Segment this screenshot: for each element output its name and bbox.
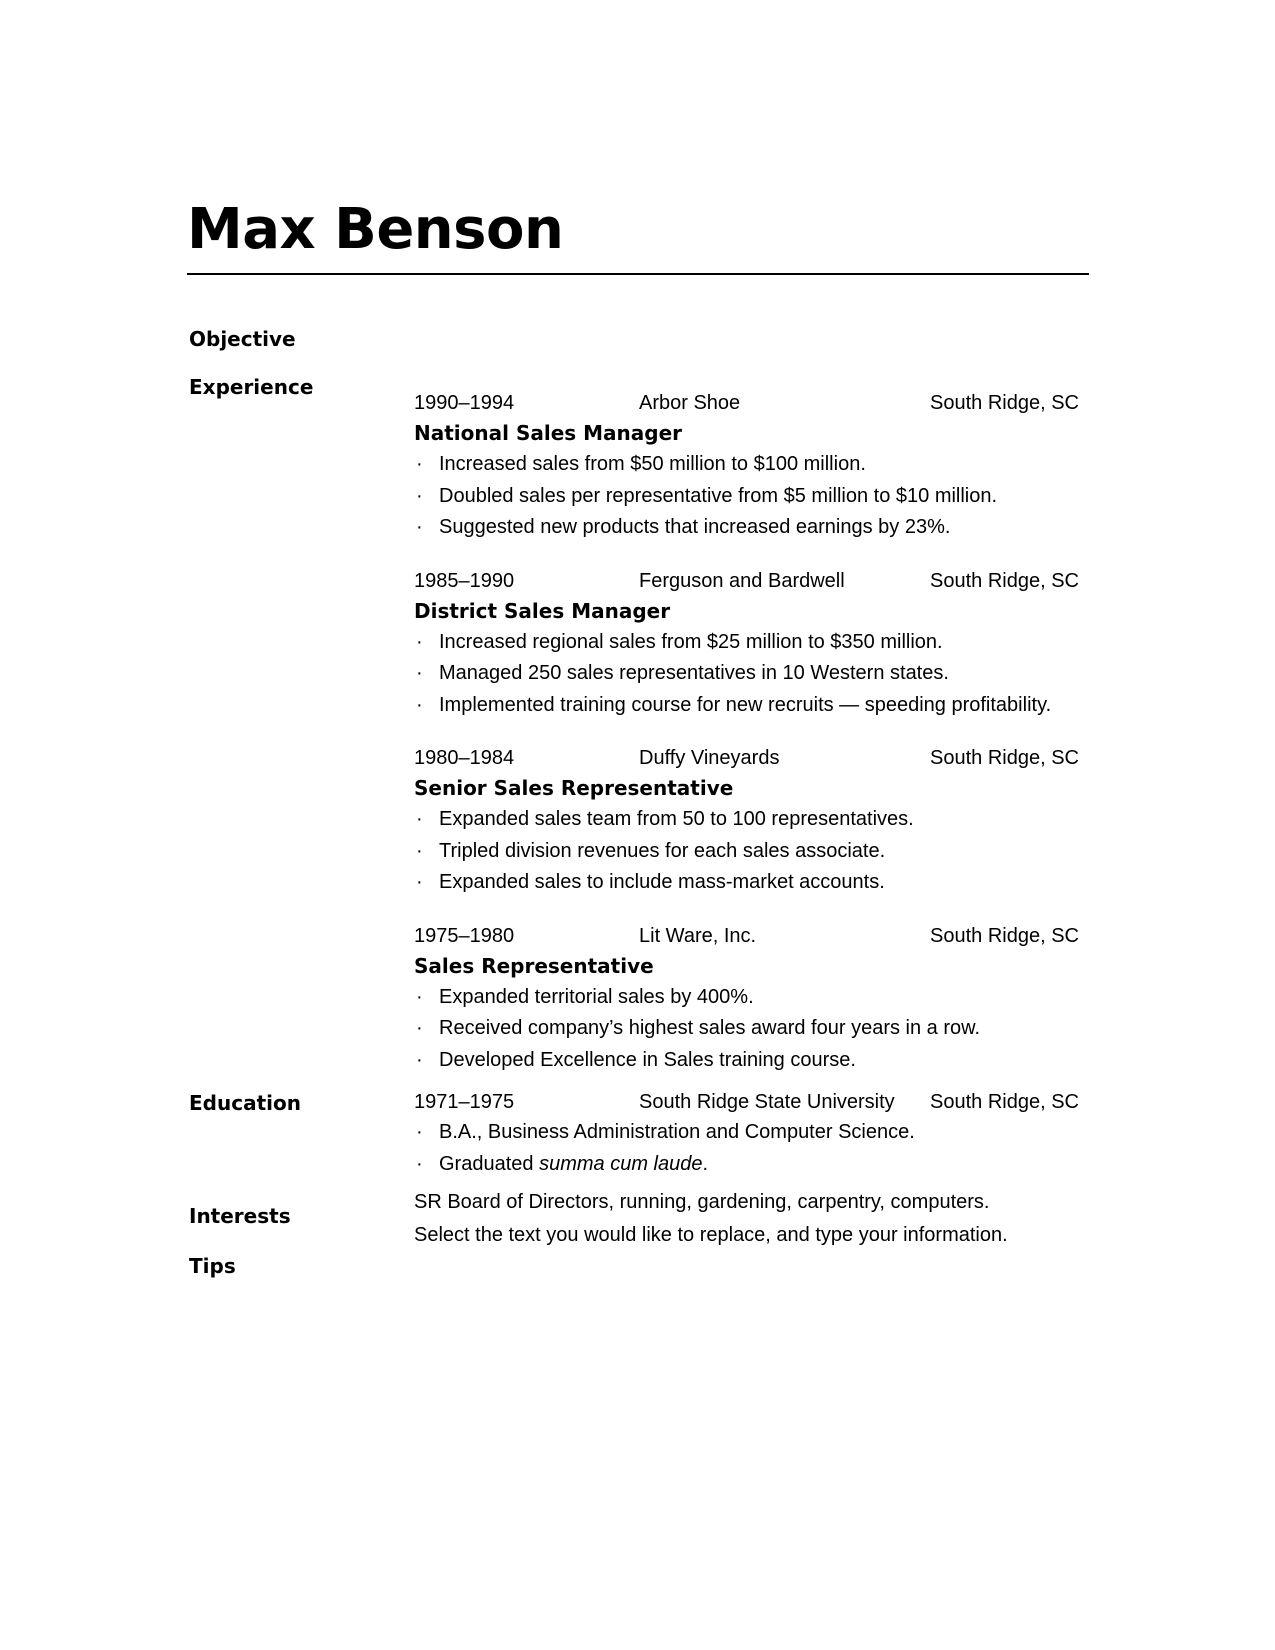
education-honors-suffix: . (702, 1152, 709, 1175)
bullet-dot-icon: · (416, 516, 423, 538)
job-company: Duffy Vineyards (639, 747, 780, 769)
education-honors-prefix: Graduated (439, 1152, 540, 1175)
bullet-dot-icon: · (416, 484, 423, 507)
resume-name: Max Benson (187, 197, 564, 262)
bullet-dot-icon: · (416, 693, 423, 716)
experience-section (414, 388, 1094, 1098)
job-meta (414, 566, 1094, 596)
bullet-item (414, 1149, 1094, 1181)
bullet-item: · Doubled sales per representative from $5 million to $10 million. (414, 481, 1094, 513)
interests-text: SR Board of Directors, running, gardening, carpentry, computers. (414, 1191, 990, 1213)
bullet-item: · Developed Excellence in Sales training course. (414, 1045, 1094, 1077)
job-location: South Ridge, SC (930, 392, 1079, 414)
education-bullets (414, 1117, 1094, 1180)
section-label-experience: Experience (189, 375, 314, 399)
job-location: South Ridge, SC (930, 747, 1079, 769)
bullet-item: · Managed 250 sales representatives in 10 Western states. (414, 658, 1094, 690)
section-label-tips: Tips (189, 1254, 236, 1278)
bullet-dot-icon: · (416, 1048, 423, 1071)
job-years: 1975–1980 (414, 924, 515, 947)
education-honors: summa cum laude (539, 1152, 703, 1175)
bullet-dot-icon: · (416, 839, 423, 862)
education-school: South Ridge State University (639, 1091, 895, 1113)
job-entry (414, 566, 1094, 722)
bullet-dot-icon: · (416, 871, 423, 893)
title-rule (187, 273, 1089, 275)
bullet-item (414, 1117, 1094, 1149)
education-meta (414, 1087, 1094, 1117)
job-company: Ferguson and Bardwell (639, 569, 845, 592)
job-meta (414, 921, 1094, 951)
job-years: 1980–1984 (414, 747, 515, 769)
bullet-item: · Suggested new products that increased earnings by 23%. (414, 512, 1094, 544)
bullet-item: · Expanded sales to include mass-market accounts. (414, 867, 1094, 899)
bullet-dot-icon: · (416, 1121, 423, 1143)
bullet-item: · Increased sales from $50 million to $100 million. (414, 449, 1094, 481)
bullet-dot-icon: · (416, 808, 423, 830)
job-entry (414, 388, 1094, 544)
bullet-item: · Tripled division revenues for each sales associate. (414, 836, 1094, 868)
job-meta (414, 743, 1094, 773)
job-bullets (414, 449, 1094, 544)
job-title: Senior Sales Representative (414, 776, 734, 800)
job-bullets (414, 804, 1094, 899)
job-years: 1985–1990 (414, 569, 515, 592)
education-location: South Ridge, SC (930, 1091, 1079, 1113)
section-label-education: Education (189, 1091, 301, 1115)
job-title: Sales Representative (414, 953, 654, 978)
section-label-objective: Objective (189, 327, 296, 351)
interests-section (414, 1186, 1094, 1251)
job-bullets (414, 982, 1094, 1077)
job-entry (414, 743, 1094, 899)
education-section (414, 1087, 1094, 1180)
job-company: Lit Ware, Inc. (639, 924, 757, 947)
bullet-item: · Increased regional sales from $25 million to $350 million. (414, 627, 1094, 659)
job-title: National Sales Manager (414, 421, 683, 445)
bullet-dot-icon: · (416, 1152, 423, 1175)
bullet-dot-icon: · (416, 985, 423, 1008)
bullet-item: · Expanded territorial sales by 400%. (414, 982, 1094, 1014)
job-company: Arbor Shoe (639, 392, 741, 414)
section-label-interests: Interests (189, 1204, 291, 1228)
job-location: South Ridge, SC (930, 924, 1079, 947)
education-degree: B.A., Business Administration and Computer Science. (439, 1121, 915, 1143)
bullet-item: · Expanded sales team from 50 to 100 representatives. (414, 804, 1094, 836)
bullet-item: · Received company’s highest sales award four years in a row. (414, 1013, 1094, 1045)
bullet-dot-icon: · (416, 453, 423, 475)
bullet-dot-icon: · (416, 630, 423, 653)
job-entry (414, 921, 1094, 1077)
education-years: 1971–1975 (414, 1091, 515, 1113)
tips-text: Select the text you would like to replace, and type your information. (414, 1223, 1008, 1246)
bullet-dot-icon: · (416, 1017, 423, 1039)
job-bullets (414, 627, 1094, 722)
job-title: District Sales Manager (414, 598, 671, 623)
job-meta (414, 388, 1094, 418)
job-location: South Ridge, SC (930, 569, 1079, 592)
job-years: 1990–1994 (414, 392, 515, 414)
bullet-dot-icon: · (416, 662, 423, 684)
bullet-item: · Implemented training course for new recruits — speeding profitability. (414, 690, 1094, 722)
